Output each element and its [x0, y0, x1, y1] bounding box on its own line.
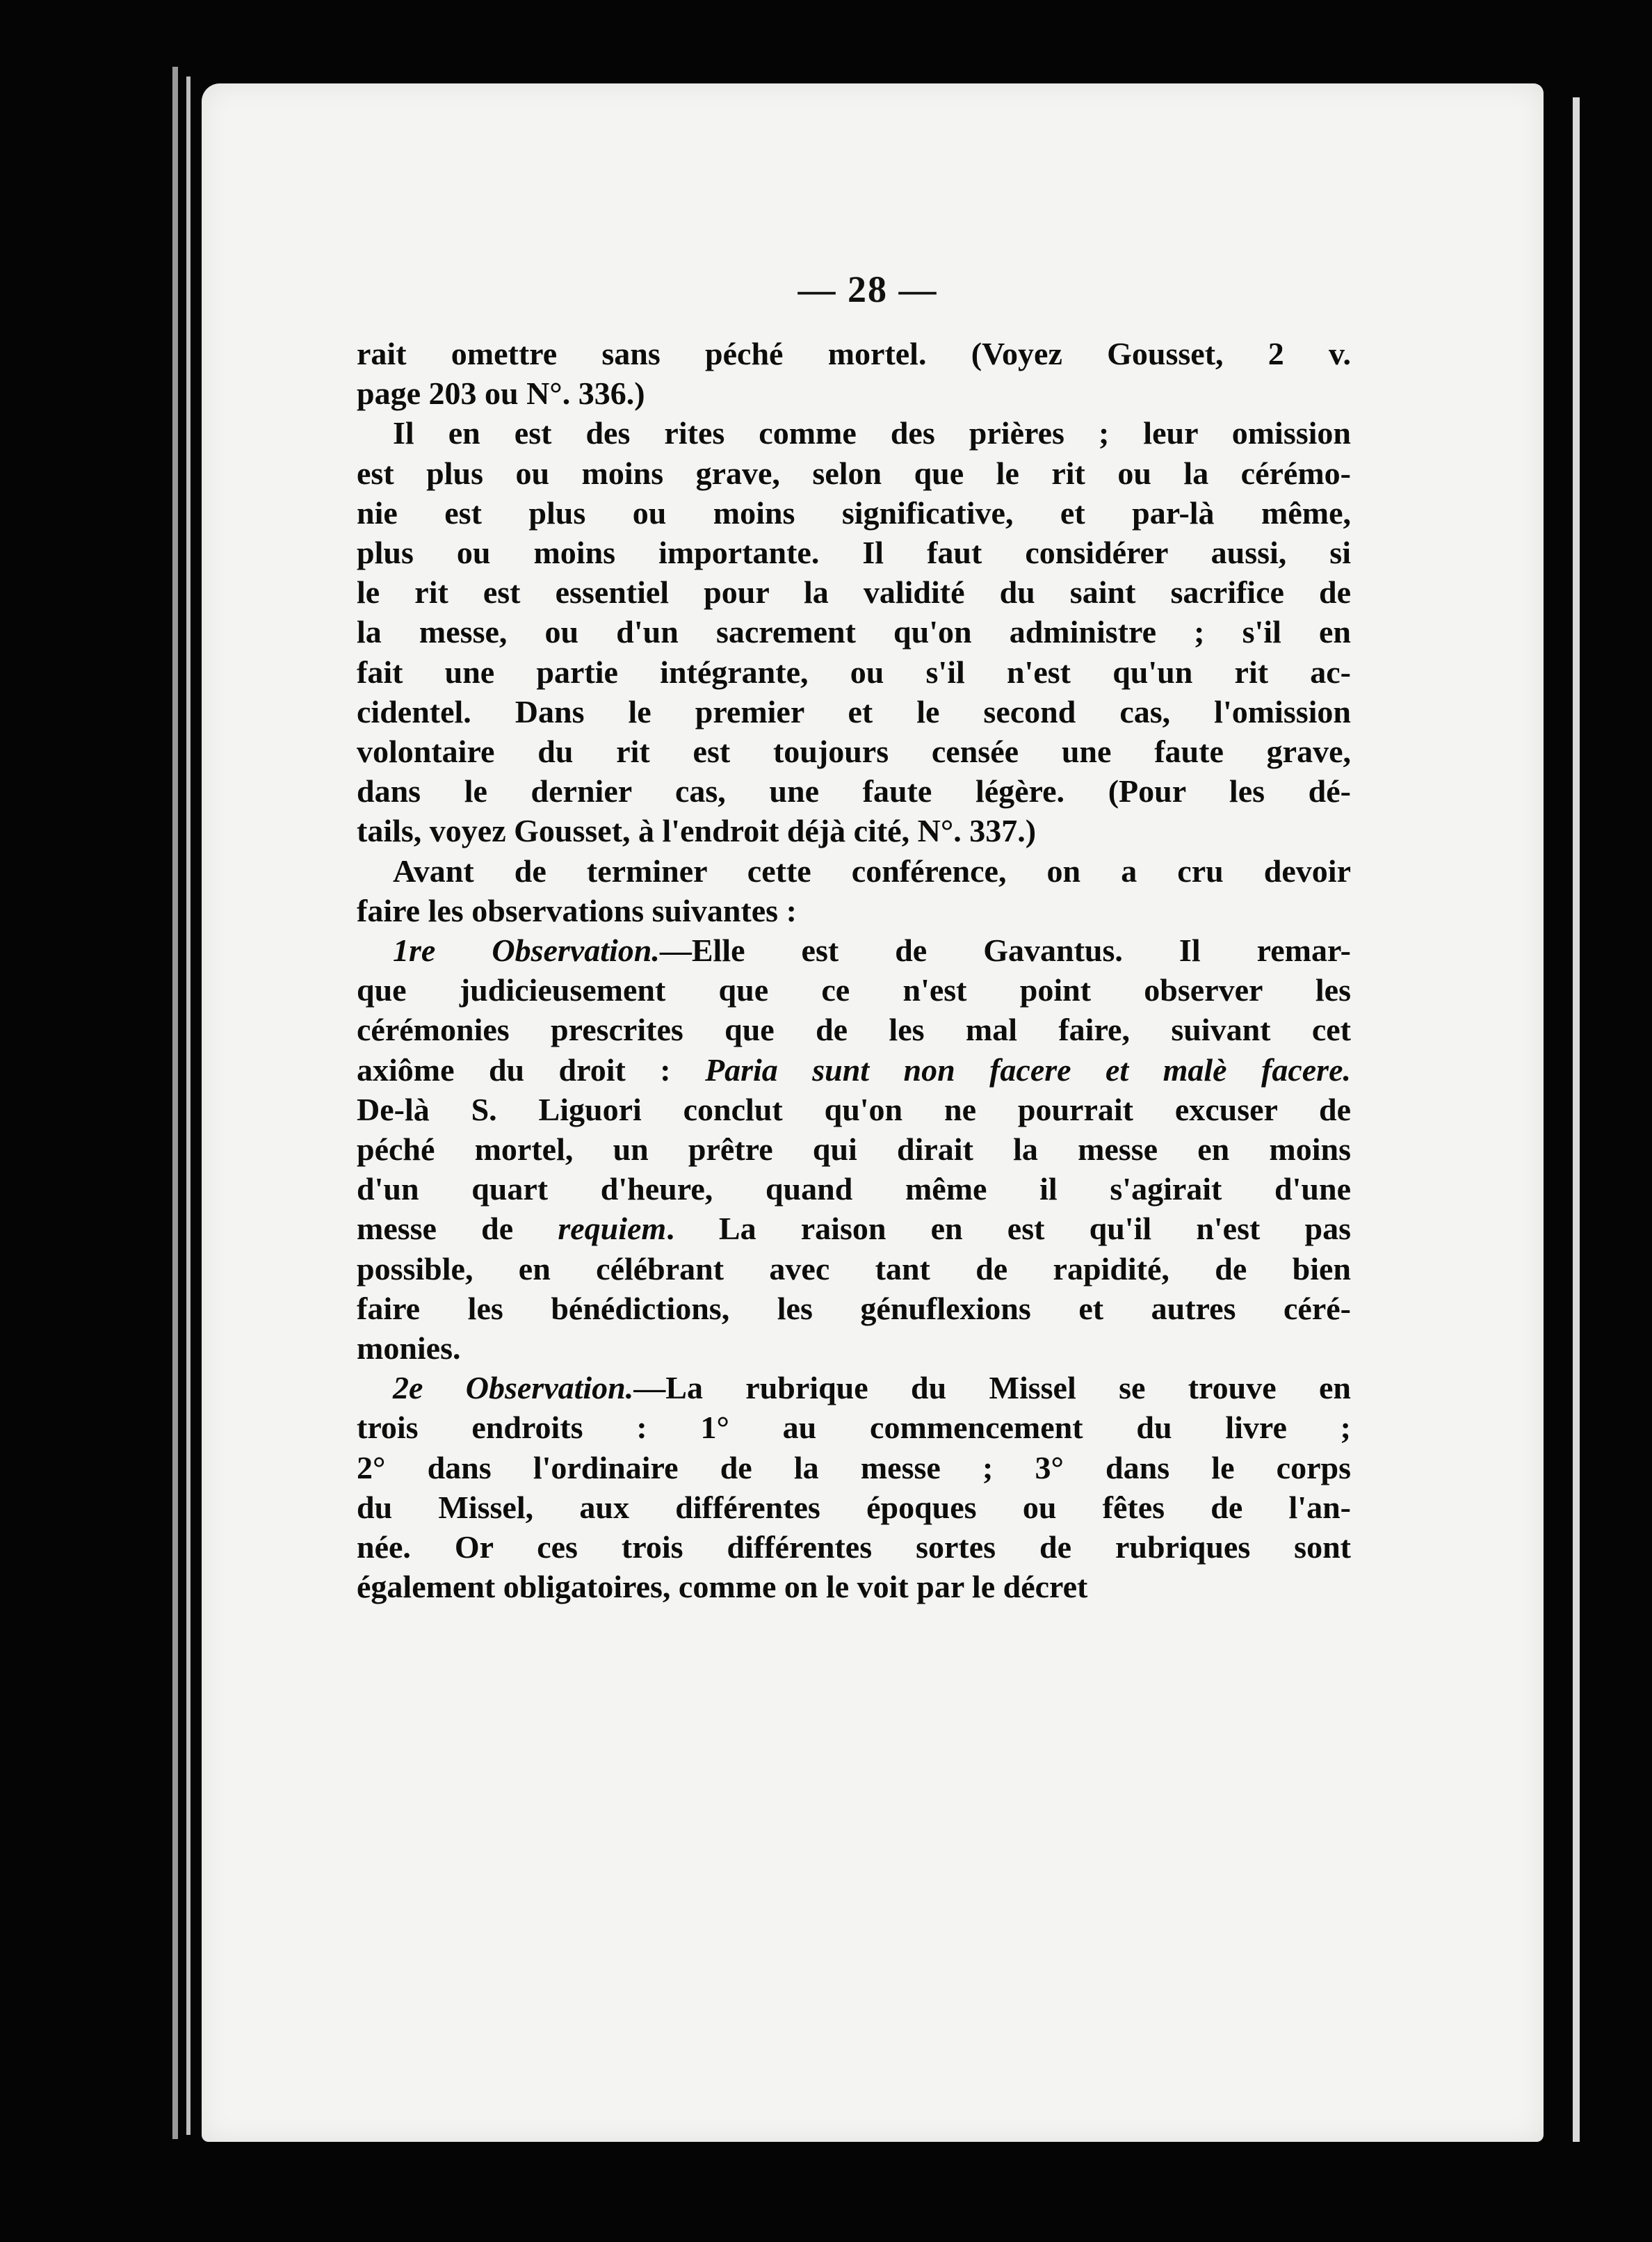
text-line: volontaire du rit est toujours censée une faute grave, [357, 734, 1351, 770]
text-line: 1re Observation.—Elle est de Gavantus. Il remar- [393, 933, 1351, 969]
page-stack-edge [186, 76, 191, 2135]
paragraph [357, 1368, 1351, 1606]
text-line: cidentel. Dans le premier et le second cas, l'omission [357, 693, 1351, 729]
text-line: d'un quart d'heure, quand même il s'agirait d'une [357, 1171, 1351, 1207]
text-line: le rit est essentiel pour la validité du saint sacrifice de [357, 574, 1351, 611]
text-line: tails, voyez Gousset, à l'endroit déjà cité, N°. 337.) [357, 813, 1037, 849]
text-line: Il en est des rites comme des prières ; leur omission [393, 415, 1351, 451]
text-line: également obligatoires, comme on le voit par le décret [357, 1569, 1088, 1605]
page-number: — 28 — [797, 268, 938, 310]
paragraph [357, 334, 1351, 413]
text-line: est plus ou moins grave, selon que le rit ou la cérémo- [357, 455, 1351, 491]
text-line: page 203 ou N°. 336.) [357, 376, 645, 412]
text-line: trois endroits : 1° au commencement du livre ; [357, 1410, 1351, 1446]
text-line: cérémonies prescrites que de les mal faire, suivant cet [357, 1012, 1351, 1048]
text-line: que judicieusement que ce n'est point observer les [357, 972, 1351, 1008]
paragraph [357, 851, 1351, 930]
text-line: du Missel, aux différentes époques ou fêtes de l'an- [357, 1489, 1351, 1525]
text-line: née. Or ces trois différentes sortes de rubriques sont [357, 1529, 1351, 1565]
text-line: la messe, ou d'un sacrement qu'on administre ; s'il en [357, 614, 1351, 650]
text-line: 2° dans l'ordinaire de la messe ; 3° dans le corps [357, 1449, 1351, 1485]
text-line: possible, en célébrant avec tant de rapidité, de bien [357, 1250, 1351, 1287]
text-line: 2e Observation.—La rubrique du Missel se trouve en [393, 1370, 1351, 1406]
text-line: De-là S. Liguori conclut qu'on ne pourrait excuser de [357, 1091, 1351, 1127]
text-line: messe de requiem. La raison en est qu'il n'est pas [357, 1211, 1351, 1247]
text-line: Avant de terminer cette conférence, on a cru devoir [393, 853, 1351, 889]
text-line: faire les bénédictions, les génuflexions et autres céré- [357, 1290, 1351, 1326]
paragraph [357, 413, 1351, 850]
text-line: axiôme du droit : Paria sunt non facere et malè facere. [357, 1051, 1351, 1088]
text-line: fait une partie intégrante, ou s'il n'est qu'un rit ac- [357, 654, 1351, 690]
text-line: nie est plus ou moins significative, et par-là même, [357, 494, 1351, 531]
text-line: rait omettre sans péché mortel. (Voyez Gousset, 2 v. [357, 336, 1351, 371]
text-line: dans le dernier cas, une faute légère. (Pour les dé- [357, 773, 1351, 809]
page-stack-edge [172, 67, 178, 2139]
text-line: plus ou moins importante. Il faut considérer aussi, si [357, 535, 1351, 571]
text-line: péché mortel, un prêtre qui dirait la messe en moins [357, 1131, 1351, 1168]
paragraph [357, 930, 1351, 1368]
text-line: monies. [357, 1330, 461, 1366]
next-page-edge [1573, 97, 1580, 2142]
text-line: faire les observations suivantes : [357, 892, 797, 928]
page-body-text [357, 334, 1351, 1607]
